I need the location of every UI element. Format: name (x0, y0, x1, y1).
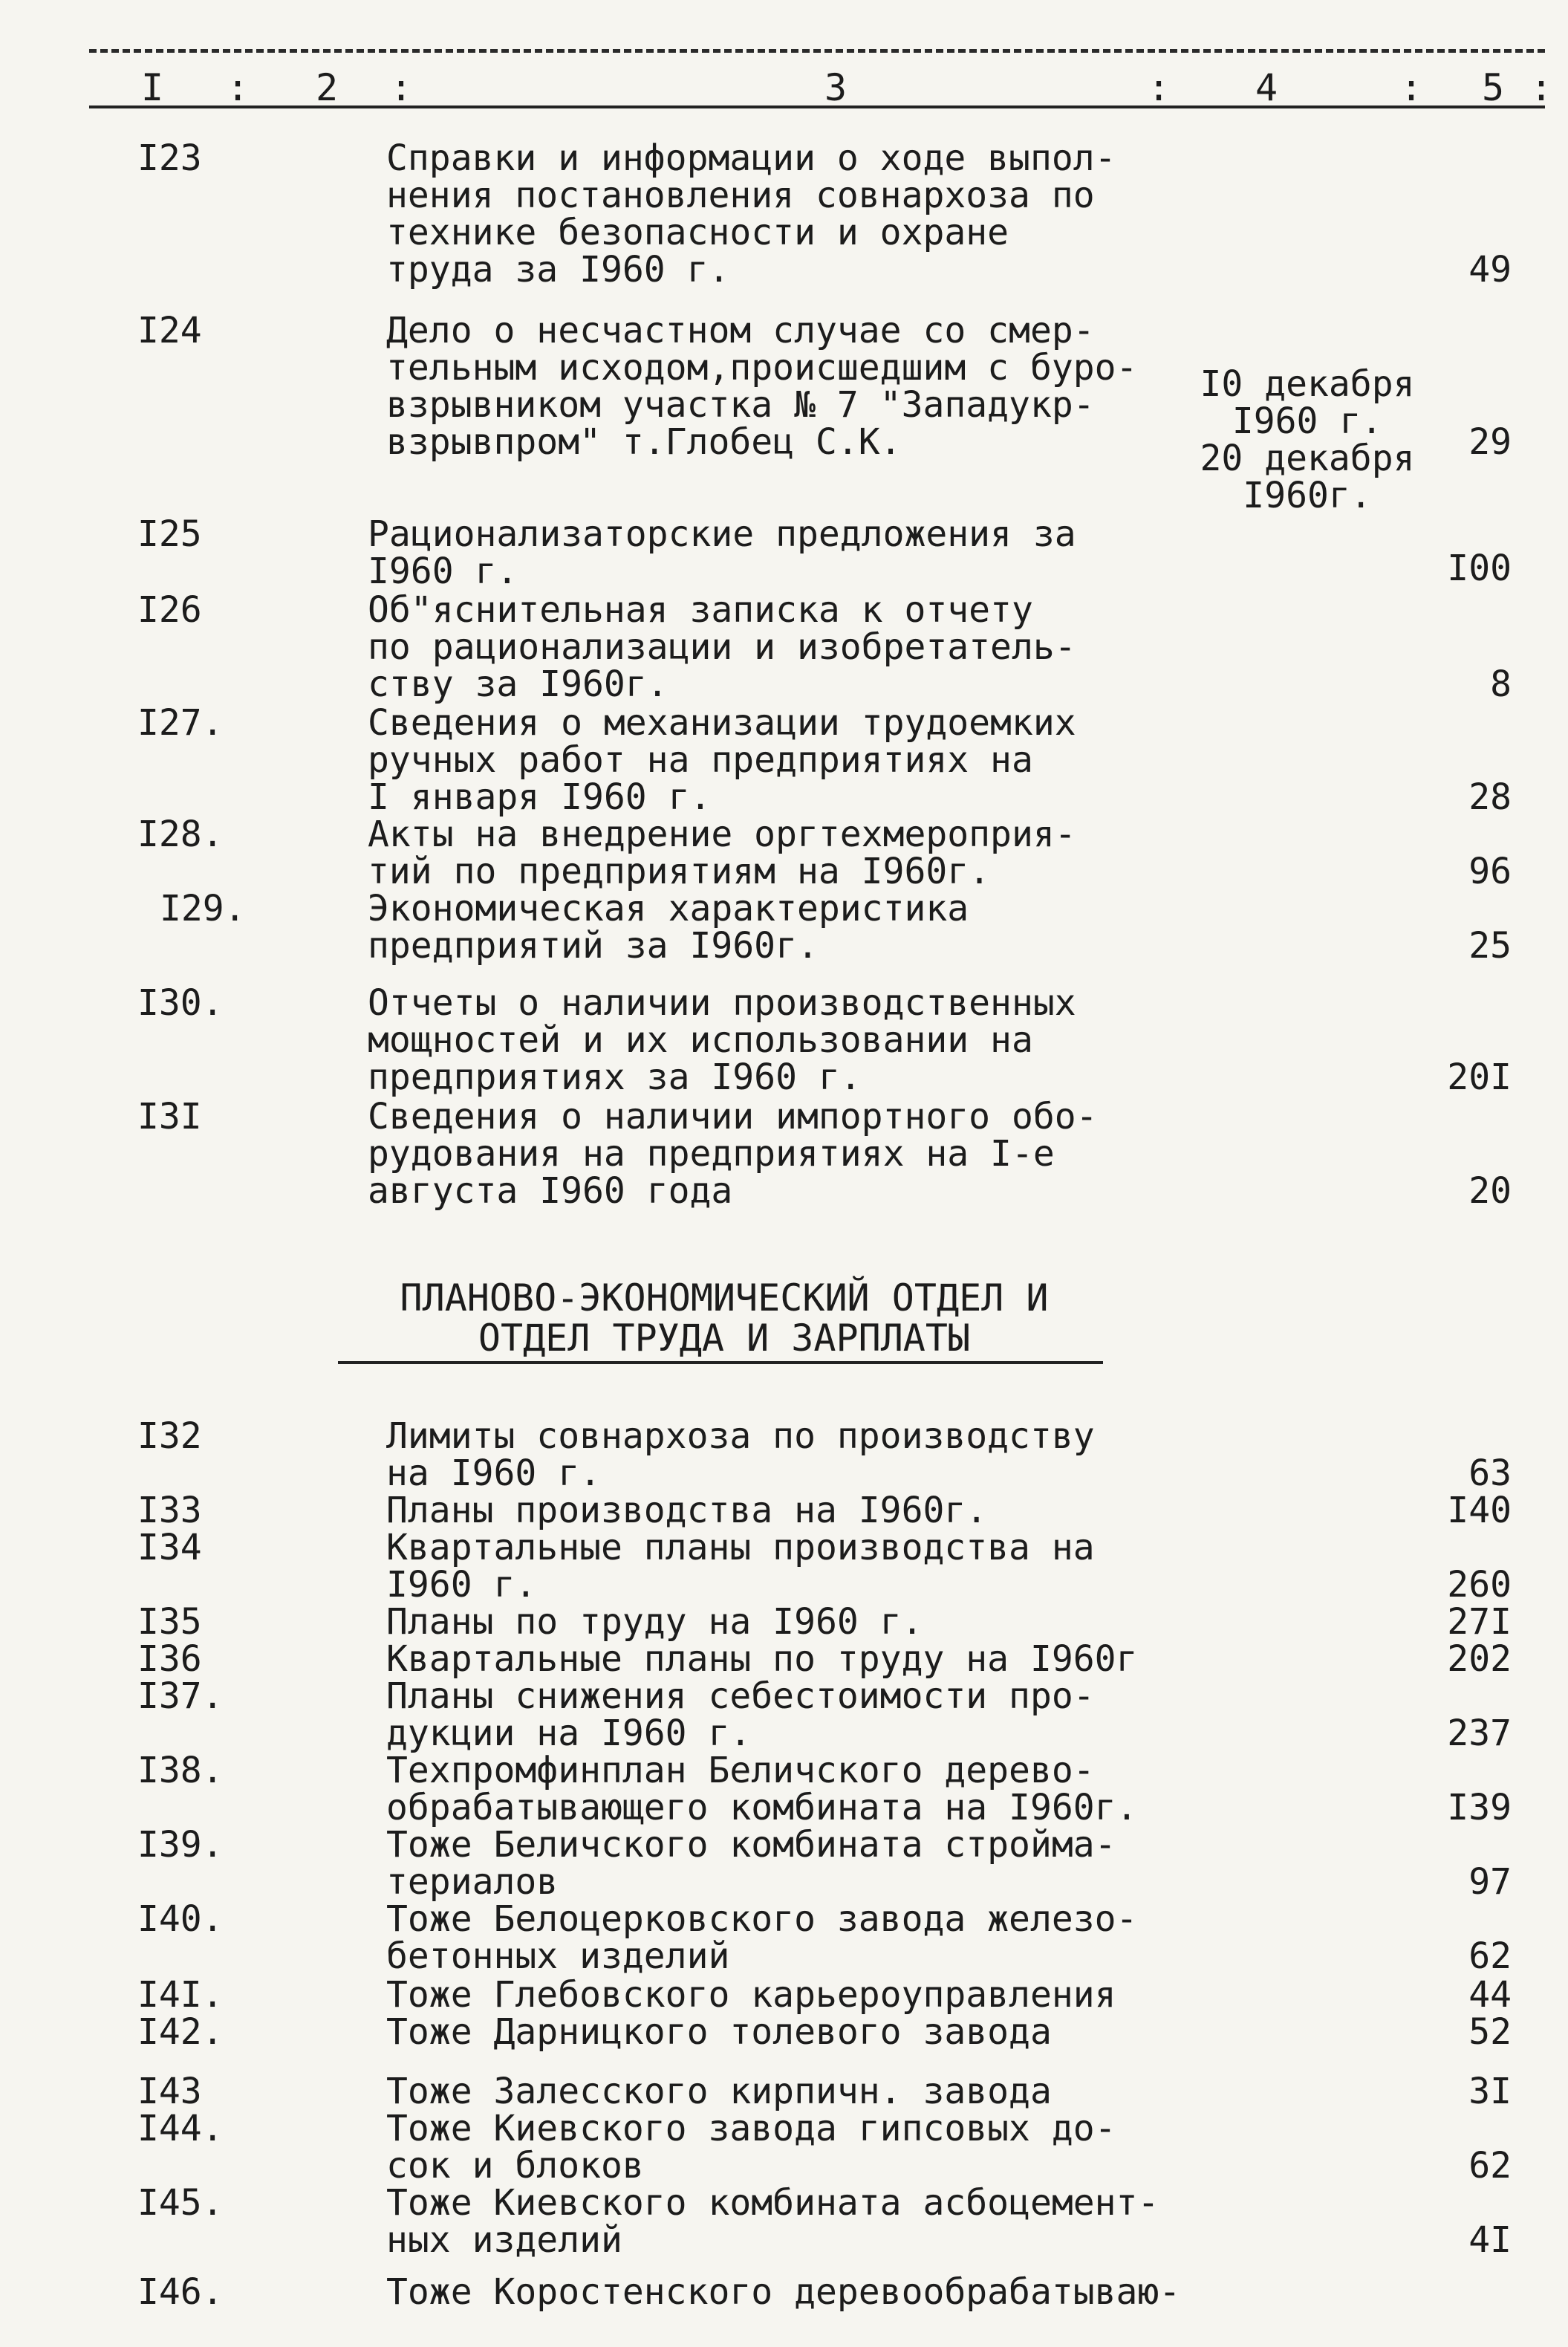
item-dates: I0 декабря I960 г. 20 декабря I960г. (1200, 363, 1415, 516)
item-number: I3I (137, 1096, 202, 1137)
item-title: Дело о несчастном случае со смер- тельным исходом,происшедшим с буро- взрывником участка № 7 "Западукр- взрывпром" т.Глобец С.К. (386, 310, 1138, 463)
item-pages: 260 (1447, 1564, 1512, 1606)
column-header (0, 67, 1568, 111)
item-number: I28. (137, 814, 224, 855)
item-number: I4I. (137, 1974, 224, 2016)
item-pages: 63 (1468, 1452, 1512, 1494)
col-separator: : (390, 66, 413, 109)
item-pages: 97 (1468, 1861, 1512, 1903)
item-number: I36 (137, 1638, 202, 1680)
item-title: Рационализаторские предложения за I960 г. (368, 513, 1076, 592)
item-pages: 20I (1447, 1056, 1512, 1098)
item-title: Экономическая характеристика предприятий за I960г. (368, 888, 969, 967)
section-underline (338, 1361, 1103, 1364)
item-number: I39. (137, 1824, 224, 1866)
col-separator: : (1148, 66, 1171, 109)
item-number: I34 (137, 1527, 202, 1568)
item-pages: 4I (1468, 2219, 1512, 2261)
item-title: Планы по труду на I960 г. (386, 1601, 923, 1643)
item-pages: 44 (1468, 1974, 1512, 2016)
item-pages: I39 (1447, 1787, 1512, 1828)
item-title: Тоже Глебовского карьероуправления (386, 1974, 1116, 2016)
col-separator: : (1530, 66, 1553, 109)
item-pages: 52 (1468, 2011, 1512, 2053)
item-number: I37. (137, 1675, 224, 1717)
item-pages: 27I (1447, 1601, 1512, 1643)
item-number: I46. (137, 2271, 224, 2313)
col-header-1: I (141, 66, 164, 109)
item-pages: 62 (1468, 1935, 1512, 1977)
item-pages: 49 (1468, 249, 1512, 290)
item-number: I32 (137, 1415, 202, 1457)
item-pages: 202 (1447, 1638, 1512, 1680)
item-title: Тоже Белоцерковского завода железо- бетонных изделий (386, 1898, 1138, 1977)
item-pages: 8 (1490, 663, 1512, 705)
item-title: Отчеты о наличии производственных мощностей и их использовании на предприятиях за I960 г. (368, 982, 1076, 1098)
col-separator: : (1400, 66, 1423, 109)
item-number: I26 (137, 589, 202, 631)
item-number: I24 (137, 310, 202, 351)
item-pages: 62 (1468, 2145, 1512, 2187)
item-title: Планы производства на I960г. (386, 1490, 988, 1531)
item-number: I43 (137, 2071, 202, 2112)
top-dashed-line (89, 49, 1545, 53)
item-title: Акты на внедрение оргтехмероприя- тий по предприятиям на I960г. (368, 814, 1076, 892)
item-number: I44. (137, 2108, 224, 2149)
item-number: I35 (137, 1601, 202, 1643)
item-title: Тоже Киевского завода гипсовых до- сок и блоков (386, 2108, 1116, 2187)
item-pages: I40 (1447, 1490, 1512, 1531)
item-title: Тоже Киевского комбината асбоцемент- ных изделий (386, 2182, 1159, 2261)
item-number: I23 (137, 137, 202, 179)
item-pages: I00 (1447, 548, 1512, 589)
item-number: I42. (137, 2011, 224, 2053)
item-pages: 25 (1468, 925, 1512, 967)
item-title: Квартальные планы по труду на I960г (386, 1638, 1138, 1680)
item-title: Техпромфинплан Беличского дерево- обрабатывающего комбината на I960г. (386, 1750, 1138, 1828)
item-number: I29. (160, 888, 246, 929)
item-title: Сведения о механизации трудоемких ручных работ на предприятиях на I января I960 г. (368, 702, 1076, 818)
item-number: I33 (137, 1490, 202, 1531)
item-pages: 28 (1468, 776, 1512, 818)
item-number: I30. (137, 982, 224, 1024)
item-title: Тоже Залесского кирпичн. завода (386, 2071, 1052, 2112)
item-number: I38. (137, 1750, 224, 1791)
col-header-5: 5 (1482, 66, 1505, 109)
item-pages: 20 (1468, 1170, 1512, 1212)
item-title: Планы снижения себестоимости про- дукции на I960 г. (386, 1675, 1095, 1754)
col-separator: : (227, 66, 250, 109)
item-title: Тоже Дарницкого толевого завода (386, 2011, 1052, 2053)
item-title: Сведения о наличии импортного обо- рудования на предприятиях на I-е августа I960 года (368, 1096, 1098, 1212)
item-title: Справки и информации о ходе выпол- нения постановления совнархоза по технике безопасности и охране труда за I960 г. (386, 137, 1116, 290)
item-number: I27. (137, 702, 224, 744)
header-rule (89, 105, 1545, 108)
item-title: Тоже Беличского комбината стройма- териалов (386, 1824, 1116, 1903)
item-number: I25 (137, 513, 202, 555)
item-pages: 96 (1468, 851, 1512, 892)
col-header-2: 2 (316, 66, 339, 109)
item-pages: 3I (1468, 2071, 1512, 2112)
item-title: Тоже Коростенского деревообрабатываю- (386, 2271, 1181, 2313)
item-title: Квартальные планы производства на I960 г. (386, 1527, 1095, 1606)
item-title: Об"яснительная записка к отчету по рационализации и изобретатель- ству за I960г. (368, 589, 1076, 705)
item-pages: 29 (1468, 421, 1512, 463)
item-number: I45. (137, 2182, 224, 2224)
item-pages: 237 (1447, 1713, 1512, 1754)
item-title: Лимиты совнархоза по производству на I960 г. (386, 1415, 1095, 1494)
section-heading: ПЛАНОВО-ЭКОНОМИЧЕСКИЙ ОТДЕЛ И ОТДЕЛ ТРУДА И ЗАРПЛАТЫ (400, 1276, 1049, 1360)
item-number: I40. (137, 1898, 224, 1940)
col-header-3: 3 (824, 66, 848, 109)
col-header-4: 4 (1255, 66, 1278, 109)
